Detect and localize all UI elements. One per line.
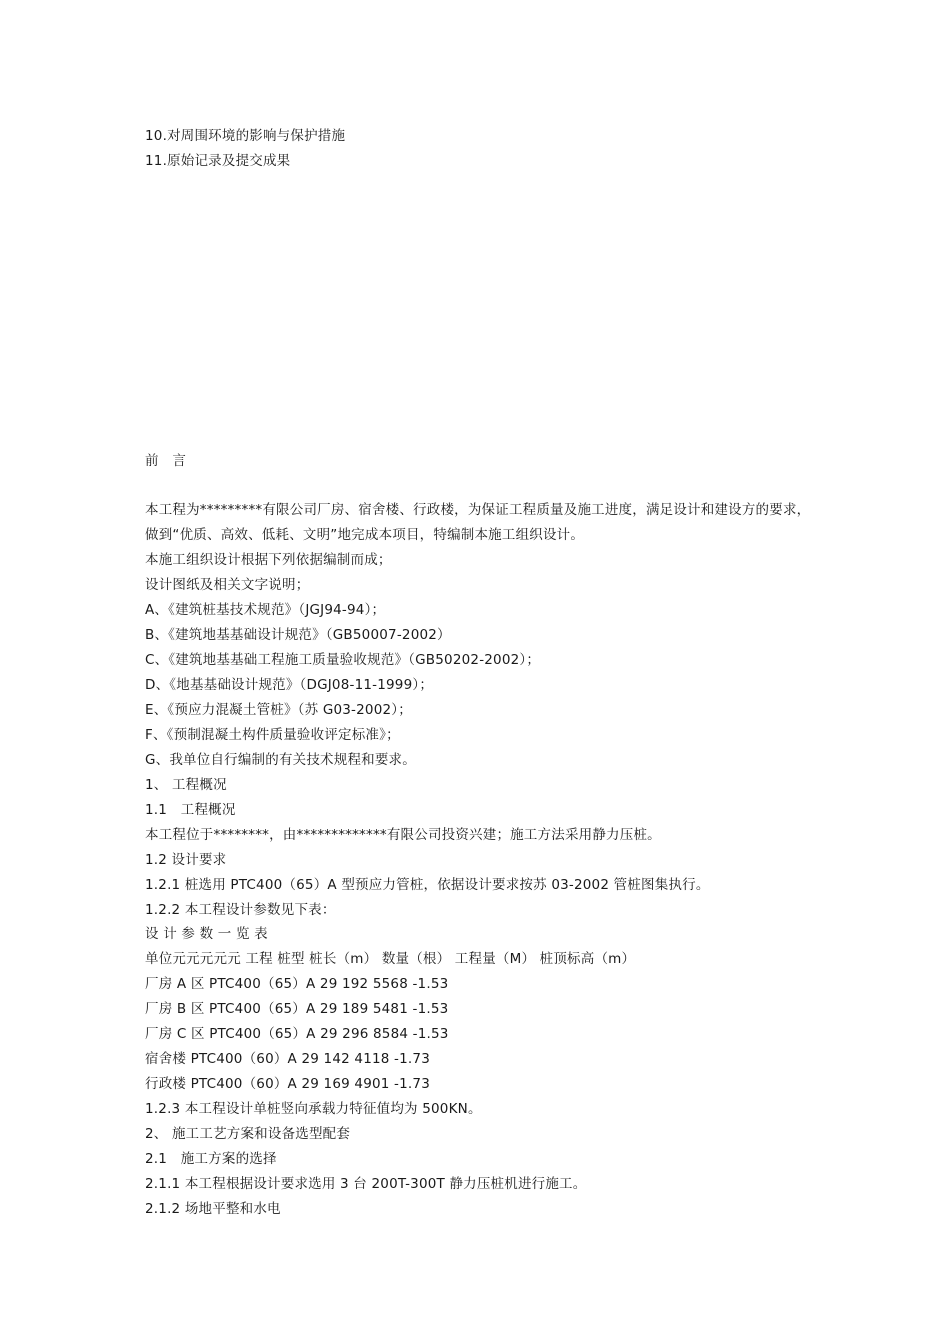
table-row: 宿舍楼 PTC400（60）A 29 142 4118 -1.73 bbox=[145, 1051, 430, 1067]
reference-item: D、《地基基础设计规范》（DGJ08-11-1999）； bbox=[145, 677, 434, 693]
body-text: 1.2.2 本工程设计参数见下表： bbox=[145, 902, 336, 918]
reference-item: G、我单位自行编制的有关技术规程和要求。 bbox=[145, 752, 416, 768]
reference-item: F、《预制混凝土构件质量验收评定标准》； bbox=[145, 727, 400, 743]
section-heading: 2、 施工工艺方案和设备选型配套 bbox=[145, 1126, 351, 1142]
table-row: 厂房 A 区 PTC400（65）A 29 192 5568 -1.53 bbox=[145, 976, 449, 992]
intro-paragraph-line: 做到“优质、高效、低耗、文明”地完成本项目，特编制本施工组织设计。 bbox=[145, 527, 585, 543]
toc-item-11: 11.原始记录及提交成果 bbox=[145, 153, 291, 169]
table-row: 行政楼 PTC400（60）A 29 169 4901 -1.73 bbox=[145, 1076, 430, 1092]
body-text: 2.1.1 本工程根据设计要求选用 3 台 200T-300T 静力压桩机进行施工。 bbox=[145, 1176, 587, 1192]
intro-paragraph-line: 本工程为*********有限公司厂房、宿舍楼、行政楼，为保证工程质量及施工进度，满足设计和建设方的要求， bbox=[145, 502, 811, 518]
toc-item-10: 10.对周围环境的影响与保护措施 bbox=[145, 128, 346, 144]
subsection-heading: 1.1 工程概况 bbox=[145, 802, 236, 818]
reference-item: E、《预应力混凝土管桩》（苏 G03-2002）； bbox=[145, 702, 412, 718]
design-drawings-item: 设计图纸及相关文字说明； bbox=[145, 577, 310, 593]
section-heading: 1、 工程概况 bbox=[145, 777, 227, 793]
preface-title: 前 言 bbox=[145, 453, 187, 469]
reference-item: B、《建筑地基基础设计规范》（GB50007-2002） bbox=[145, 627, 451, 643]
subsection-heading: 1.2 设计要求 bbox=[145, 852, 227, 868]
reference-item: A、《建筑桩基技术规范》（JGJ94-94）； bbox=[145, 602, 386, 618]
body-text: 本工程位于********，由*************有限公司投资兴建；施工方法采用静力压桩。 bbox=[145, 827, 661, 843]
subsection-heading: 2.1.2 场地平整和水电 bbox=[145, 1201, 281, 1217]
subsection-heading: 2.1 施工方案的选择 bbox=[145, 1151, 277, 1167]
reference-item: C、《建筑地基基础工程施工质量验收规范》（GB50202-2002）； bbox=[145, 652, 541, 668]
body-text: 1.2.3 本工程设计单桩竖向承载力特征值均为 500KN。 bbox=[145, 1101, 482, 1117]
table-row: 厂房 B 区 PTC400（65）A 29 189 5481 -1.53 bbox=[145, 1001, 449, 1017]
table-header: 单位元元元元元 工程 桩型 桩长（m） 数量（根） 工程量（M） 桩顶标高（m） bbox=[145, 951, 636, 967]
body-text: 1.2.1 桩选用 PTC400（65）A 型预应力管桩，依据设计要求按苏 03-2002 管桩图集执行。 bbox=[145, 877, 710, 893]
table-title: 设 计 参 数 一 览 表 bbox=[145, 926, 268, 942]
basis-statement: 本施工组织设计根据下列依据编制而成； bbox=[145, 552, 392, 568]
table-row: 厂房 C 区 PTC400（65）A 29 296 8584 -1.53 bbox=[145, 1026, 449, 1042]
